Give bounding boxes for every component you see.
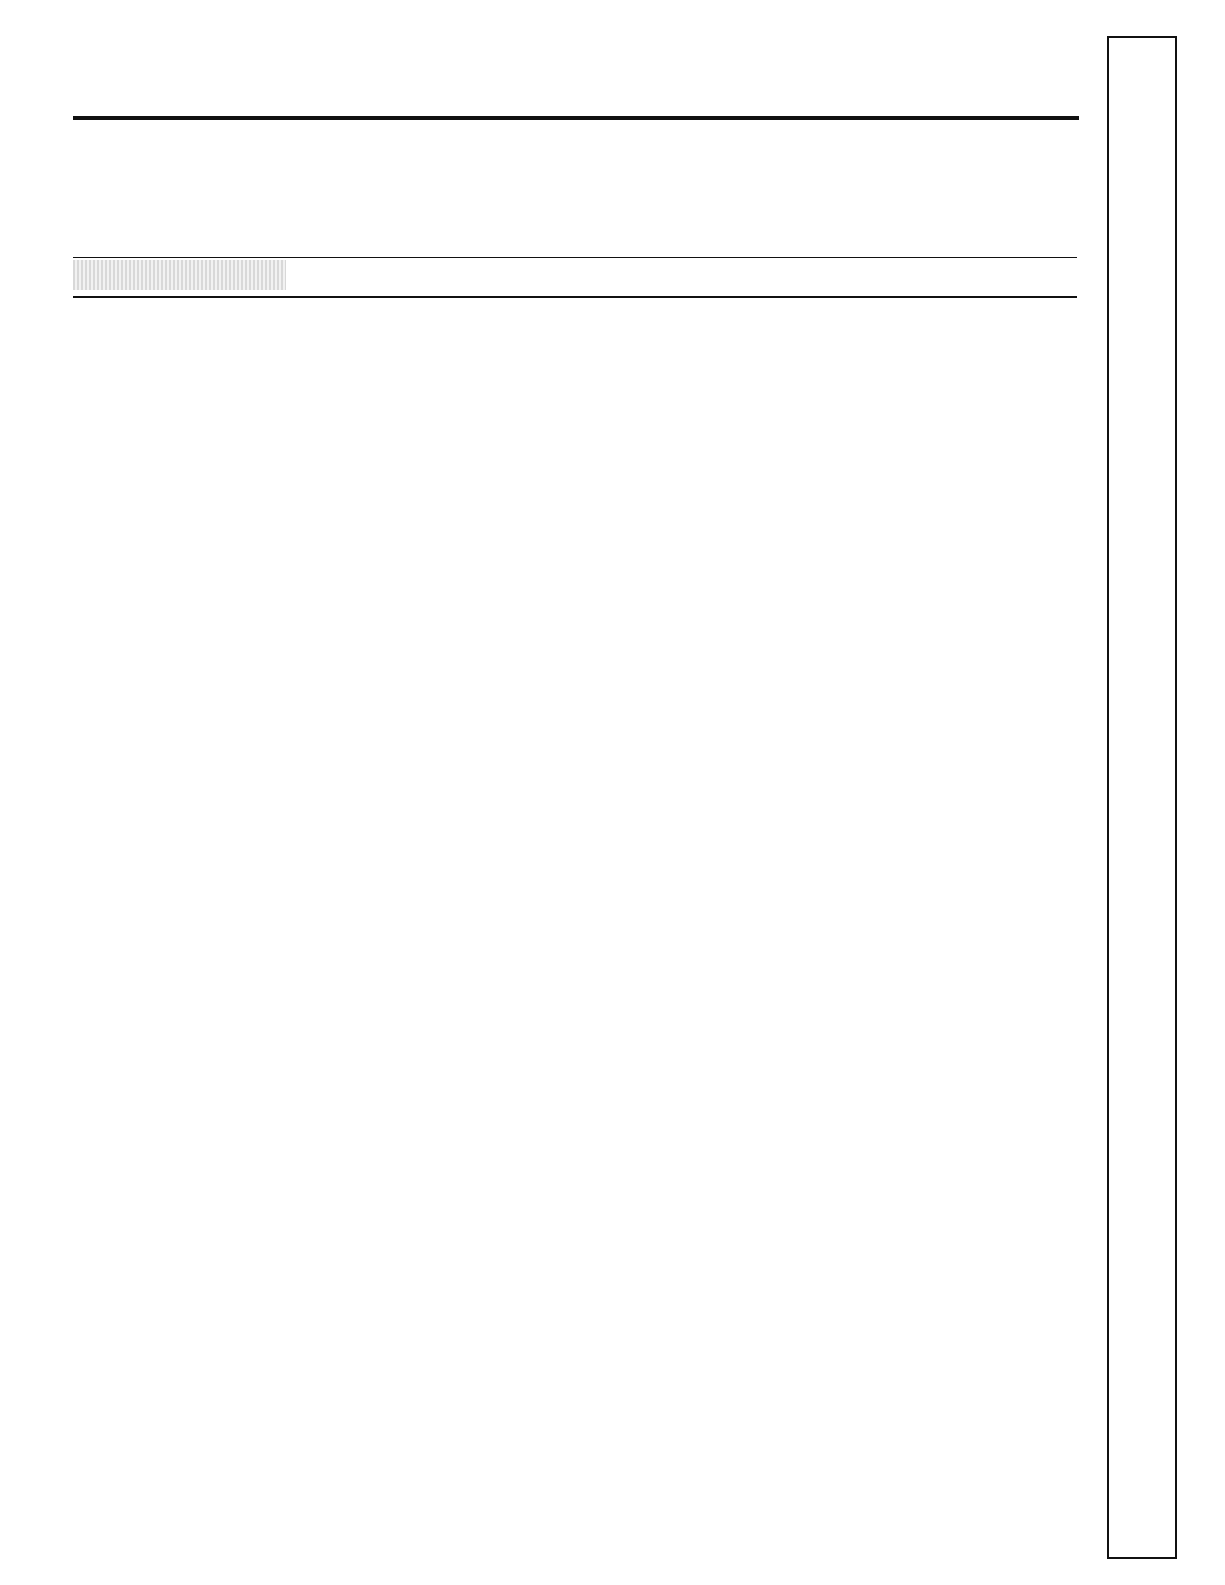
section-tabs [1107, 36, 1177, 1559]
header-problem [73, 260, 286, 290]
troubleshooting-table [73, 257, 1077, 298]
header-rule [73, 116, 1079, 120]
table-header [73, 257, 1077, 298]
